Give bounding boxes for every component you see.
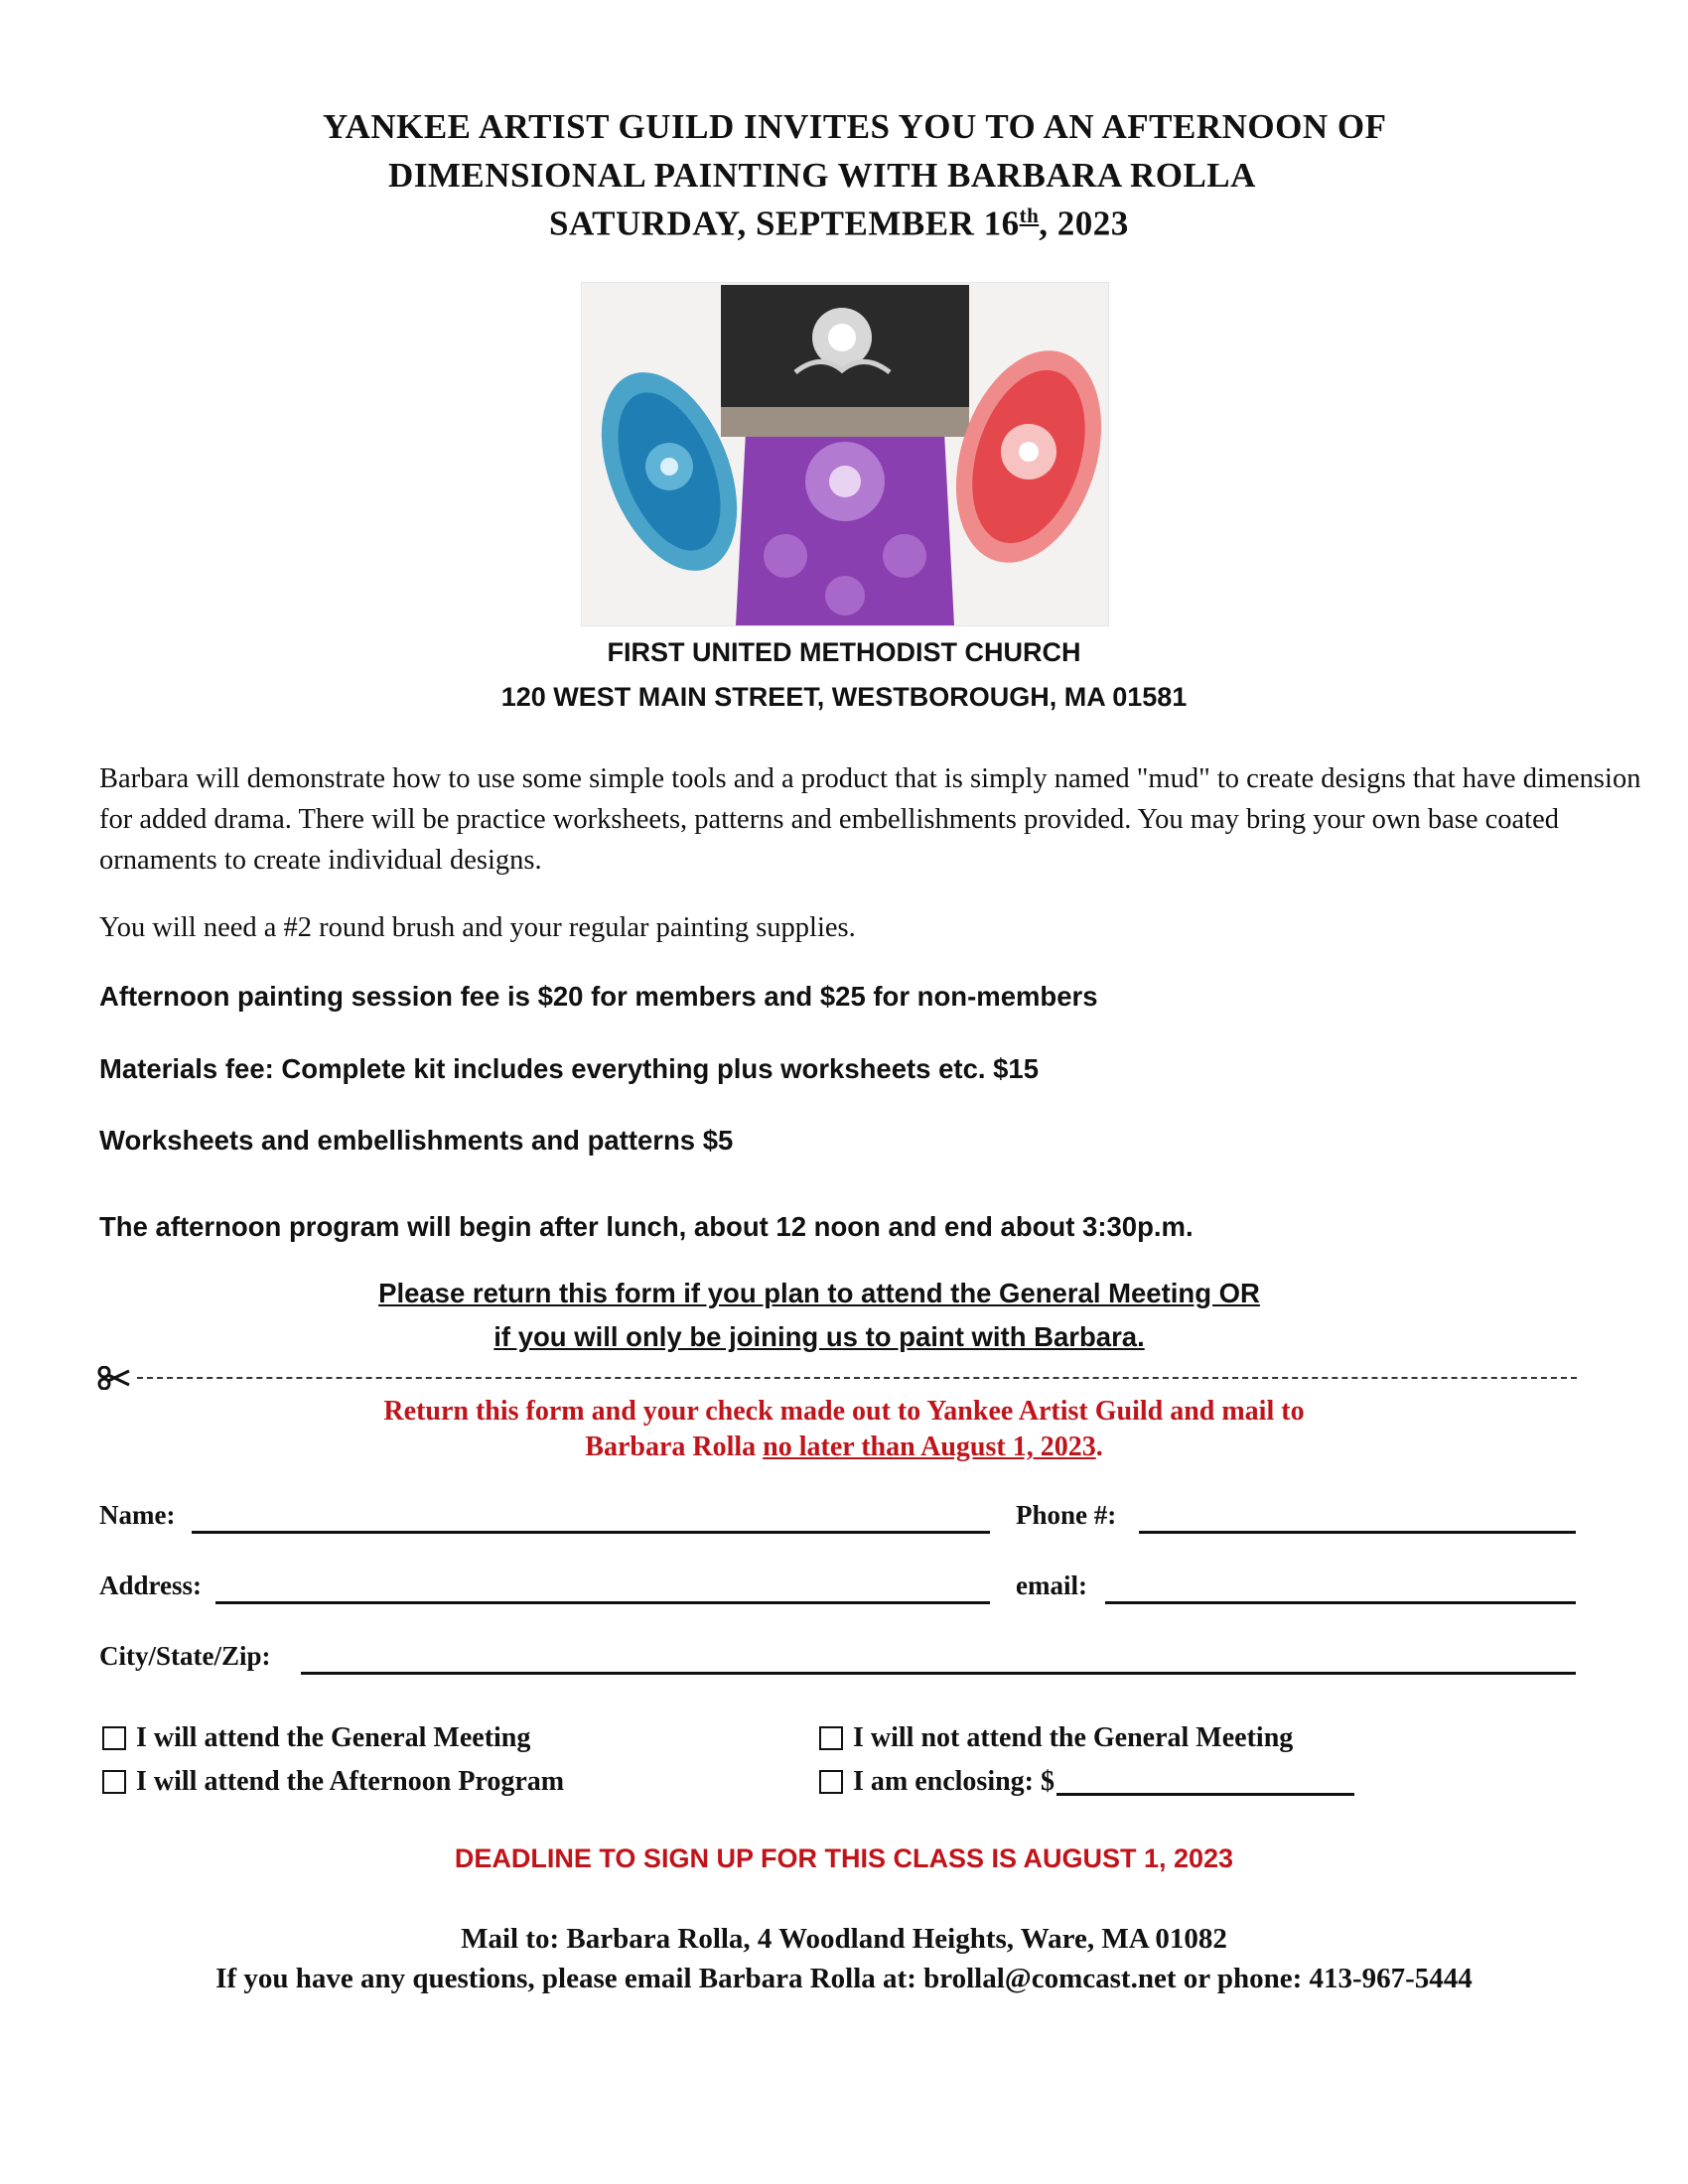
option-not-attend-meeting[interactable]: [819, 1722, 1293, 1754]
option-attend-meeting[interactable]: [102, 1722, 530, 1754]
form-instruction-line-1: Return this form and your check made out to Yankee Artist Guild and mail to: [383, 1396, 1305, 1427]
ornaments-illustration: [582, 283, 1108, 625]
title-line-2: DIMENSIONAL PAINTING WITH BARBARA ROLLA: [388, 156, 1256, 195]
form-instruction-period: .: [1095, 1432, 1103, 1462]
description-paragraph: Barbara will demonstrate how to use some simple tools and a product that is simply named "mud" to create designs that have dimension for added drama. There will be practice worksheets, patterns and embellishments provided. You may bring your own base coated ornaments to create individual designs.: [99, 763, 1641, 876]
return-notice-line-1: Please return this form if you plan to attend the General Meeting OR: [378, 1278, 1260, 1308]
city-state-zip-label: City/State/Zip:: [99, 1641, 271, 1671]
materials-fee: Materials fee: Complete kit includes everything plus worksheets etc. $15: [99, 1053, 1040, 1084]
cut-line: [97, 1366, 1577, 1390]
attend-meeting-label: I will attend the General Meeting: [136, 1722, 531, 1753]
name-field[interactable]: [192, 1531, 990, 1534]
schedule-note: The afternoon program will begin after lunch, about 12 noon and end about 3:30p.m.: [99, 1211, 1194, 1242]
ornaments-photo: [581, 282, 1109, 626]
event-date-ordinal: th: [1019, 204, 1040, 227]
attend-afternoon-label: I will attend the Afternoon Program: [136, 1766, 565, 1797]
session-fee: Afternoon painting session fee is $20 for members and $25 for non-members: [99, 981, 1098, 1012]
purple-ornament: [736, 417, 954, 625]
phone-label: Phone #:: [1016, 1500, 1117, 1530]
title-line-1: YANKEE ARTIST GUILD INVITES YOU TO AN AFTERNOON OF: [323, 107, 1387, 146]
scissors-icon: [97, 1366, 131, 1390]
form-instruction-prefix: Barbara Rolla: [585, 1432, 764, 1462]
city-state-zip-field[interactable]: [301, 1672, 1576, 1675]
not-attend-meeting-label: I will not attend the General Meeting: [853, 1722, 1294, 1753]
attend-afternoon-checkbox[interactable]: [102, 1770, 126, 1794]
option-enclosing[interactable]: [819, 1766, 1354, 1798]
phone-field[interactable]: [1139, 1531, 1576, 1534]
venue-address: 120 WEST MAIN STREET, WESTBOROUGH, MA 01581: [500, 682, 1188, 712]
event-date-year: , 2023: [1039, 204, 1129, 243]
email-label: email:: [1016, 1570, 1087, 1600]
mail-to-address: Mail to: Barbara Rolla, 4 Woodland Heights, Ware, MA 01082: [461, 1923, 1227, 1955]
event-date-day: SATURDAY, SEPTEMBER 16: [549, 204, 1020, 243]
attend-meeting-checkbox[interactable]: [102, 1726, 126, 1750]
form-instruction-line-2: [0, 1432, 1688, 1463]
worksheets-fee: Worksheets and embellishments and patterns $5: [99, 1125, 734, 1156]
black-box: [721, 285, 969, 437]
venue-name: FIRST UNITED METHODIST CHURCH: [607, 637, 1081, 667]
option-attend-afternoon[interactable]: [102, 1766, 564, 1798]
not-attend-meeting-checkbox[interactable]: [819, 1726, 843, 1750]
email-field[interactable]: [1105, 1601, 1576, 1604]
form-instruction-deadline: no later than August 1, 2023: [763, 1432, 1096, 1462]
event-date: [549, 204, 1129, 244]
dashed-line: [137, 1377, 1577, 1379]
enclosing-amount-field[interactable]: [1056, 1769, 1354, 1796]
name-label: Name:: [99, 1500, 176, 1530]
address-label: Address:: [99, 1570, 203, 1600]
enclosing-label: I am enclosing: $: [853, 1766, 1055, 1797]
contact-info: If you have any questions, please email Barbara Rolla at: brollal@comcast.net or phone: 413-967-5444: [215, 1963, 1473, 1994]
address-field[interactable]: [215, 1601, 990, 1604]
supplies-note: You will need a #2 round brush and your regular painting supplies.: [99, 912, 856, 943]
deadline-notice: DEADLINE TO SIGN UP FOR THIS CLASS IS AUGUST 1, 2023: [454, 1843, 1234, 1873]
return-notice-line-2: if you will only be joining us to paint with Barbara.: [493, 1321, 1145, 1352]
enclosing-checkbox[interactable]: [819, 1770, 843, 1794]
